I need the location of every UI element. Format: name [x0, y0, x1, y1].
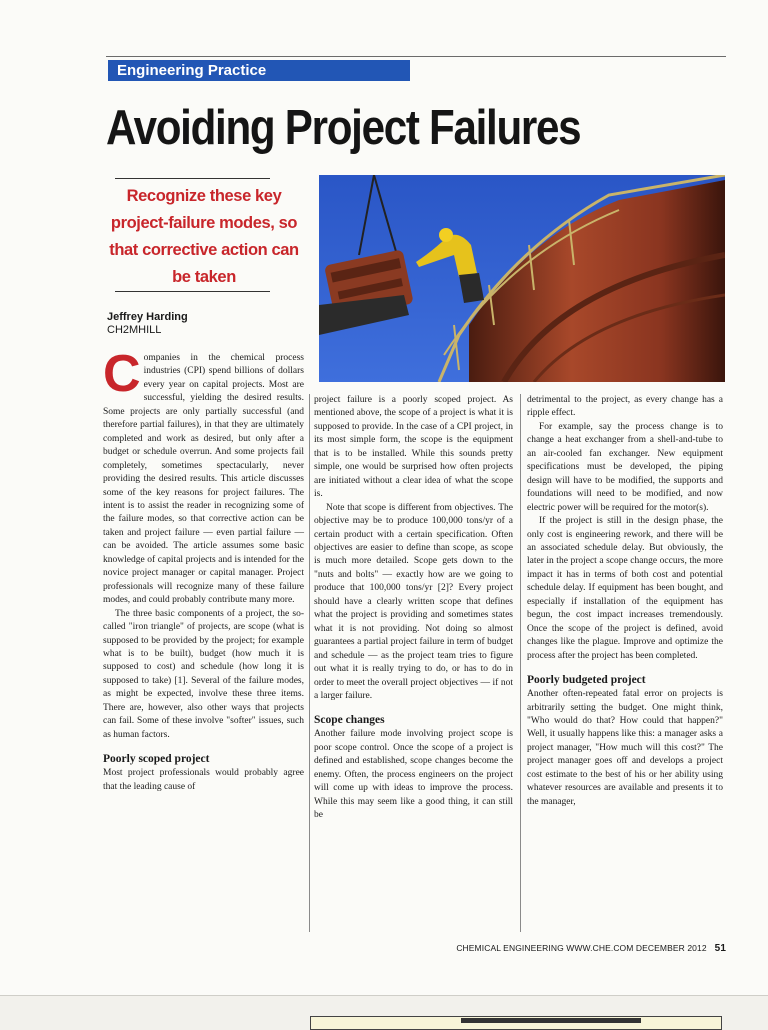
col1-p2: The three basic components of a project, the so-called "iron triangle" of projects, are scope (what is supposed to be provided by the project; for example what is to be built), budget (how much it is supposed to cost) and schedule (how long it is supposed to take) [1]. Several of the failure modes, as might be expected, involve these three items. There are, however, also other ways that projects can fail. Some of these involve "softer" issues, such as human factors. [103, 608, 304, 740]
intro-paragraph [103, 345, 304, 608]
author-block [107, 311, 188, 337]
page-footer [434, 943, 726, 954]
col3-p1: detrimental to the project, as every change has a ripple effect. [527, 395, 723, 419]
col2-p2: Note that scope is different from objectives. The objective may be to produce 100,000 tons/yr of a certain product with a certain specification. Often objectives are easier to define than scope, as scope is much more detailed. Scope gets down to the "nuts and bolts" — exactly how are we going to produce that 100,000 tons/yr [2]? Every project should have a clearly written scope that defines what the project is providing and sometimes states what it is not providing. Not doing so almost guarantees a partial project failure in term of budget and schedule — as the project team tries to figure out what it is really trying to do, or has to do in order to meet the overall project objectives — if not a larger failure. [314, 502, 513, 701]
col3-p4: Another often-repeated fatal error on projects is arbitrarily setting the budget. One might think, "Who would do that? How could that happen?" Well, it usually happens like this: a manager asks a project manager, "How much will this cost?" The project manager goes off and develops a project cost estimate to the best of his or her ability using whatever resources are available and presents it to the manager, [527, 689, 723, 807]
column-1 [103, 345, 304, 794]
subhead-poorly-budgeted: Poorly budgeted project [527, 674, 646, 687]
col1-p1-text: ompanies in the chemical process industries (CPI) spend billions of dollars every year on capital projects. Most are successful, yielding the desired results. Some projects are only partially successful (and therefore partial failures), in that they are ultimately completed and work as desired, but only after a budget or schedule overrun. And some projects fail completely, sometimes spectacularly, never providing the desired results. This article discusses some of the key reasons for project failures. The intent is to assist the reader in recognizing some of the failure modes, so that corrective action can be taken and project failure — even partial failure — can be avoided. The article assumes some basic knowledge of capital projects and is intended for the novice project manager or capital manager. Project professionals will recognize many of these failure modes, and could probably contribute many more. [103, 353, 304, 606]
column-3 [527, 394, 723, 809]
column-divider [309, 394, 310, 932]
top-rule [106, 56, 726, 57]
deck-rule-top [115, 178, 270, 179]
next-page-edge [310, 1016, 722, 1030]
article-title: Avoiding Project Failures [106, 101, 581, 155]
col3-p2: For example, say the process change is to change a heat exchanger from a shell-and-tube to an air-cooled fan exchanger. New equipment specifications must be developed, the piping design will have to be modified, the supports and foundations will need to be modified, and now electric power will be required for the motor(s). [527, 421, 723, 513]
subhead-poorly-scoped: Poorly scoped project [103, 753, 210, 766]
drop-cap: C [103, 345, 141, 403]
col3-p3: If the project is still in the design phase, the only cost is engineering rework, and there will be an associated schedule delay. But obviously, the later in the project a scope change occurs, the more impact it has in terms of both cost and potential schedule delay. If equipment has been bought, and especially if installation of the equipment has begun, the cost impact increases tremendously. Once the scope of the project is defined, avoid changes like the plague. Improve and optimize the process after the project has been completed. [527, 516, 723, 661]
author-affiliation: CH2MHILL [107, 324, 162, 336]
next-page-heading-fragment [461, 1018, 641, 1023]
col2-p3: Another failure mode involving project scope is poor scope control. Once the scope of a project is defined and established, scope changes become the enemy. Often, the process engineers on the project will come up with ideas to improve the process. While this may seem like a good thing, it can still be [314, 729, 513, 821]
column-divider [520, 394, 521, 932]
section-tag: Engineering Practice [108, 60, 410, 81]
deck-rule-bottom [115, 291, 270, 292]
subhead-scope-changes: Scope changes [314, 714, 385, 727]
footer-text: CHEMICAL ENGINEERING WWW.CHE.COM DECEMBER 2012 [456, 943, 707, 953]
page-number: 51 [714, 943, 726, 954]
author-name: Jeffrey Harding [107, 311, 188, 323]
col1-p3: Most project professionals would probably agree that the leading cause of [103, 768, 304, 792]
tank-worker-image [319, 175, 725, 382]
col2-p1: project failure is a poorly scoped project. As mentioned above, the scope of a project is what it is supposed to provide. In the case of a CPI project, in its most simple form, the scope is the equipment that is to be installed. While this sounds pretty simple, one would be surprised how often projects are initiated without a clear idea of what the scope is. [314, 395, 513, 500]
column-2 [314, 394, 513, 823]
article-deck: Recognize these key project-failure modes, so that corrective action can be taken [109, 187, 299, 286]
article-photo [319, 175, 725, 382]
